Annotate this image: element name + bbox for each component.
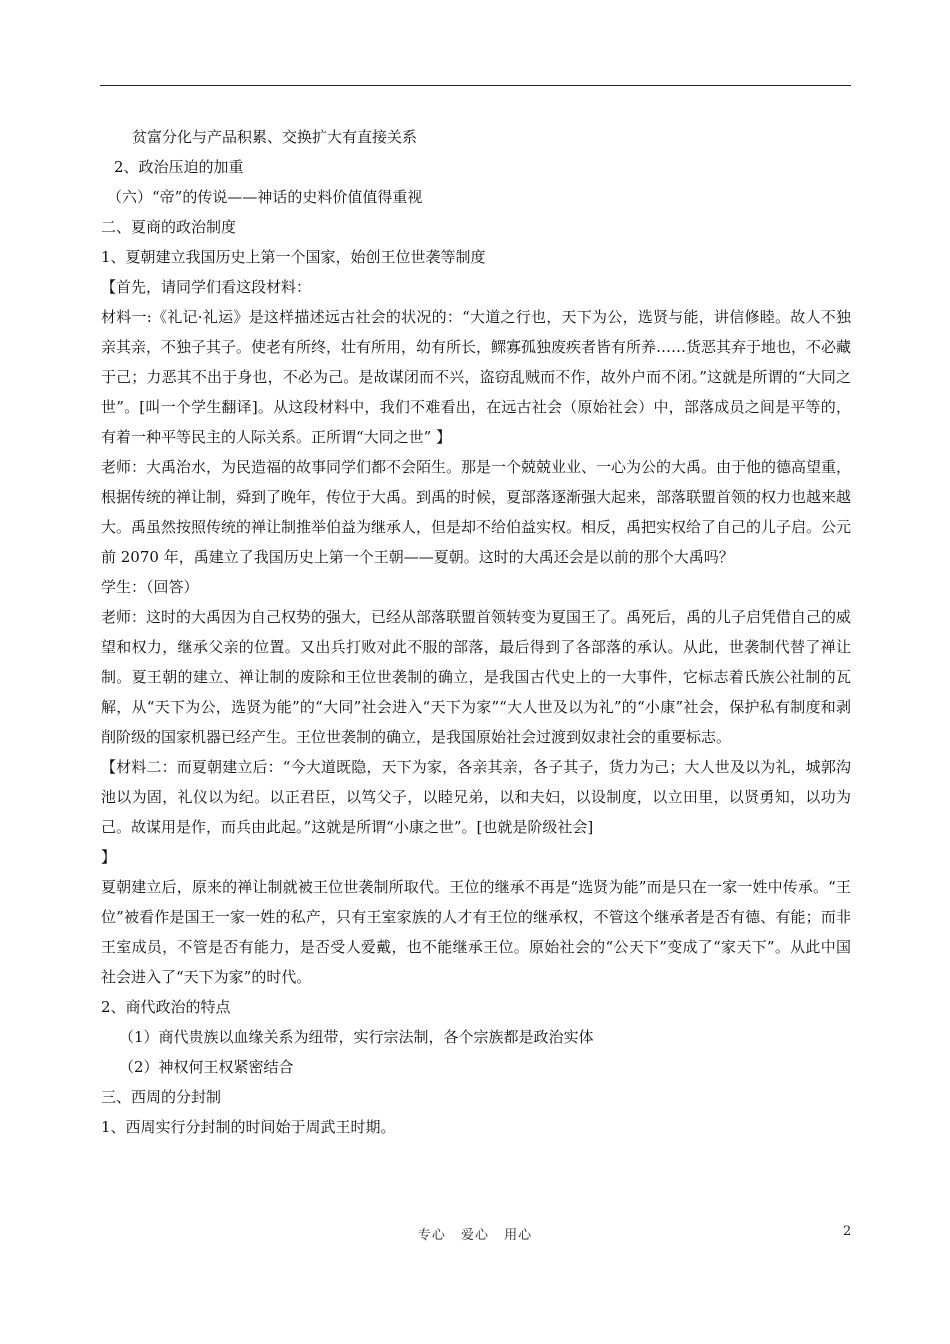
paragraph: 贫富分化与产品积累、交换扩大有直接关系 — [132, 128, 418, 146]
material-one: 材料一:《礼记·礼运》是这样描述远古社会的状况的：“大道之行也，天下为公，选贤与能，讲信修睦。故人不独亲其亲，不独子其子。使老有所终，壮有所用，幼有所长，鳏寡孤独废疾者皆有所养……货恶其弃于地也，不必藏于己；力恶其不出于身也，不必为己。是故谋闭而不兴，盗窃乱贼而不作，故外户而不闭。”这就是所谓的“大同之世”。[叫一个学生翻译]。从这段材料中，我们不难看出，在远古社会（原始社会）中，部落成员之间是平等的，有着一种平等民主的人际关系。正所谓“大同之世” 】 — [101, 308, 852, 446]
material-two: 【材料二：而夏朝建立后：“今大道既隐，天下为家，各亲其亲，各子其子，货力为己；大人世及以为礼，城郭沟池以为固，礼仪以为纪。以正君臣，以笃父子，以睦兄弟，以和夫妇，以设制度，以立田里，以贤勇知，以功为己。故谋用是作，而兵由此起。”这就是所谓“小康之世”。[也就是阶级社会] — [101, 758, 851, 836]
section-heading: 三、西周的分封制 — [101, 1088, 222, 1106]
subsection-heading: 1、西周实行分封制的时间始于周武王时期。 — [101, 1118, 396, 1136]
paragraph: （六）“帝”的传说——神话的史料价值值得重视 — [107, 188, 423, 206]
header-rule — [100, 85, 851, 86]
list-item: （1）商代贵族以血缘关系为纽带，实行宗法制，各个宗族都是政治实体 — [119, 1028, 594, 1046]
subsection-heading: 1、夏朝建立我国历史上第一个国家，始创王位世袭等制度 — [101, 248, 486, 266]
paragraph: 2、政治压迫的加重 — [114, 158, 244, 176]
paragraph: 【首先，请同学们看这段材料： — [101, 278, 312, 296]
section-heading: 二、夏商的政治制度 — [101, 218, 237, 236]
footer-motto: 专心 爱心 用心 — [417, 1228, 533, 1243]
student-dialogue: 学生：（回答） — [101, 578, 199, 596]
page-number: 2 — [843, 1224, 852, 1239]
teacher-dialogue: 老师：大禹治水，为民造福的故事同学们都不会陌生。那是一个兢兢业业、一心为公的大禹。由于他的德高望重，根据传统的禅让制，舜到了晚年，传位于大禹。到禹的时候，夏部落逐渐强大起来，部落联盟首领的权力也越来越大。禹虽然按照传统的禅让制推举伯益为继承人，但是却不给伯益实权。相反，禹把实权给了自己的儿子启。公元前 2070 年，禹建立了我国历史上第一个王朝——夏朝。这时的大禹还会是以前的那个大禹吗？ — [101, 458, 852, 566]
subsection-heading: 2、商代政治的特点 — [101, 998, 231, 1016]
document-body — [101, 122, 851, 1142]
bracket-close: 】 — [101, 848, 117, 866]
list-item: （2）神权何王权紧密结合 — [119, 1058, 294, 1076]
paragraph: 夏朝建立后，原来的禅让制就被王位世袭制所取代。王位的继承不再是“选贤为能”而是只在一家一姓中传承。“王位”被看作是国王一家一姓的私产，只有王室家族的人才有王位的继承权，不管这个继承者是否有德、有能；而非王室成员，不管是否有能力，是否受人爱戴，也不能继承王位。原始社会的“公天下”变成了“家天下”。从此中国社会进入了“天下为家”的时代。 — [101, 878, 851, 986]
teacher-dialogue: 老师：这时的大禹因为自己权势的强大，已经从部落联盟首领转变为夏国王了。禹死后，禹的儿子启凭借自己的威望和权力，继承父亲的位置。又出兵打败对此不服的部落，最后得到了各部落的承认。从此，世袭制代替了禅让制。夏王朝的建立、禅让制的废除和王位世袭制的确立，是我国古代史上的一大事件，它标志着氏族公社制的瓦解，从“天下为公，选贤为能”的“大同”社会进入“天下为家”“大人世及以为礼”的“小康”社会，保护私有制度和剥削阶级的国家机器已经产生。王位世袭制的确立，是我国原始社会过渡到奴隶社会的重要标志。 — [101, 608, 852, 746]
